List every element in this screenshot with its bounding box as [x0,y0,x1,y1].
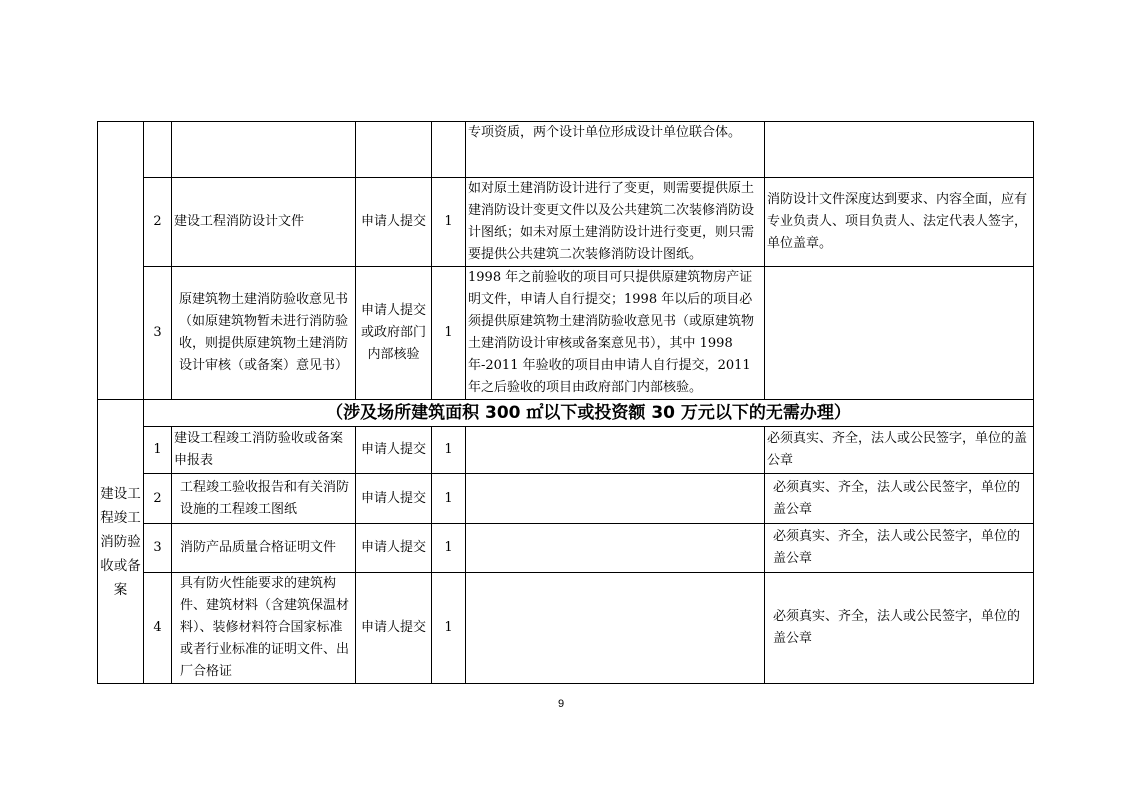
submit-method: 申请人提交 [356,524,432,573]
materials-table [97,121,1034,684]
table-row [98,178,1034,267]
remark [466,474,765,524]
standard [765,122,1034,178]
section-banner: （涉及场所建筑面积 300 ㎡以下或投资额 30 万元以下的无需办理） [144,400,1034,427]
standard: 必须真实、齐全，法人或公民签字，单位的盖公章 [765,524,1034,573]
table-row [98,573,1034,684]
material-name: 工程竣工验收报告和有关消防设施的工程竣工图纸 [172,474,356,524]
copies: 1 [432,178,466,267]
submit-method: 申请人提交 [356,474,432,524]
table-row [98,267,1034,400]
copies: 1 [432,474,466,524]
table-row [98,524,1034,573]
row-number: 2 [144,178,172,267]
material-name: 具有防火性能要求的建筑构件、建筑材料（含建筑保温材料）、装修材料符合国家标准或者行业标准的证明文件、出厂合格证 [172,573,356,684]
material-name: 建设工程竣工消防验收或备案申报表 [172,427,356,474]
standard: 必须真实、齐全，法人或公民签字，单位的盖公章 [765,427,1034,474]
material-name [172,122,356,178]
row-number [144,122,172,178]
section-label: 建设工程竣工消防验收或备案 [98,400,144,684]
standard: 必须真实、齐全，法人或公民签字，单位的盖公章 [765,474,1034,524]
submit-method: 申请人提交或政府部门内部核验 [356,267,432,400]
row-number: 3 [144,524,172,573]
remark [466,427,765,474]
material-name: 消防产品质量合格证明文件 [172,524,356,573]
remark [466,573,765,684]
copies: 1 [432,427,466,474]
copies [432,122,466,178]
standard [765,267,1034,400]
remark [466,524,765,573]
material-name: 建设工程消防设计文件 [172,178,356,267]
row-number: 3 [144,267,172,400]
submit-method: 申请人提交 [356,427,432,474]
page-number: 9 [557,698,565,710]
copies: 1 [432,524,466,573]
material-name: 原建筑物土建消防验收意见书（如原建筑物暂未进行消防验收，则提供原建筑物土建消防设计审核（或备案）意见书） [172,267,356,400]
table-row [98,122,1034,178]
table-row [98,427,1034,474]
submit-method [356,122,432,178]
banner-row [98,400,1034,427]
table-row [98,474,1034,524]
row-number: 1 [144,427,172,474]
submit-method: 申请人提交 [356,573,432,684]
remark: 如对原土建消防设计进行了变更，则需要提供原土建消防设计变更文件以及公共建筑二次装修消防设计图纸；如未对原土建消防设计进行变更，则只需要提供公共建筑二次装修消防设计图纸。 [466,178,765,267]
standard: 消防设计文件深度达到要求、内容全面，应有专业负责人、项目负责人、法定代表人签字，单位盖章。 [765,178,1034,267]
copies: 1 [432,573,466,684]
section-label-empty [98,122,144,400]
submit-method: 申请人提交 [356,178,432,267]
standard: 必须真实、齐全，法人或公民签字，单位的盖公章 [765,573,1034,684]
copies: 1 [432,267,466,400]
row-number: 4 [144,573,172,684]
remark: 专项资质，两个设计单位形成设计单位联合体。 [466,122,765,178]
row-number: 2 [144,474,172,524]
remark: 1998 年之前验收的项目可只提供原建筑物房产证明文件，申请人自行提交；1998 年以后的项目必须提供原建筑物土建消防验收意见书（或原建筑物土建消防设计审核或备案意见书），其中 1998 年-2011 年验收的项目由申请人自行提交，2011 年之后验收的项目由政府部门内部核验。 [466,267,765,400]
